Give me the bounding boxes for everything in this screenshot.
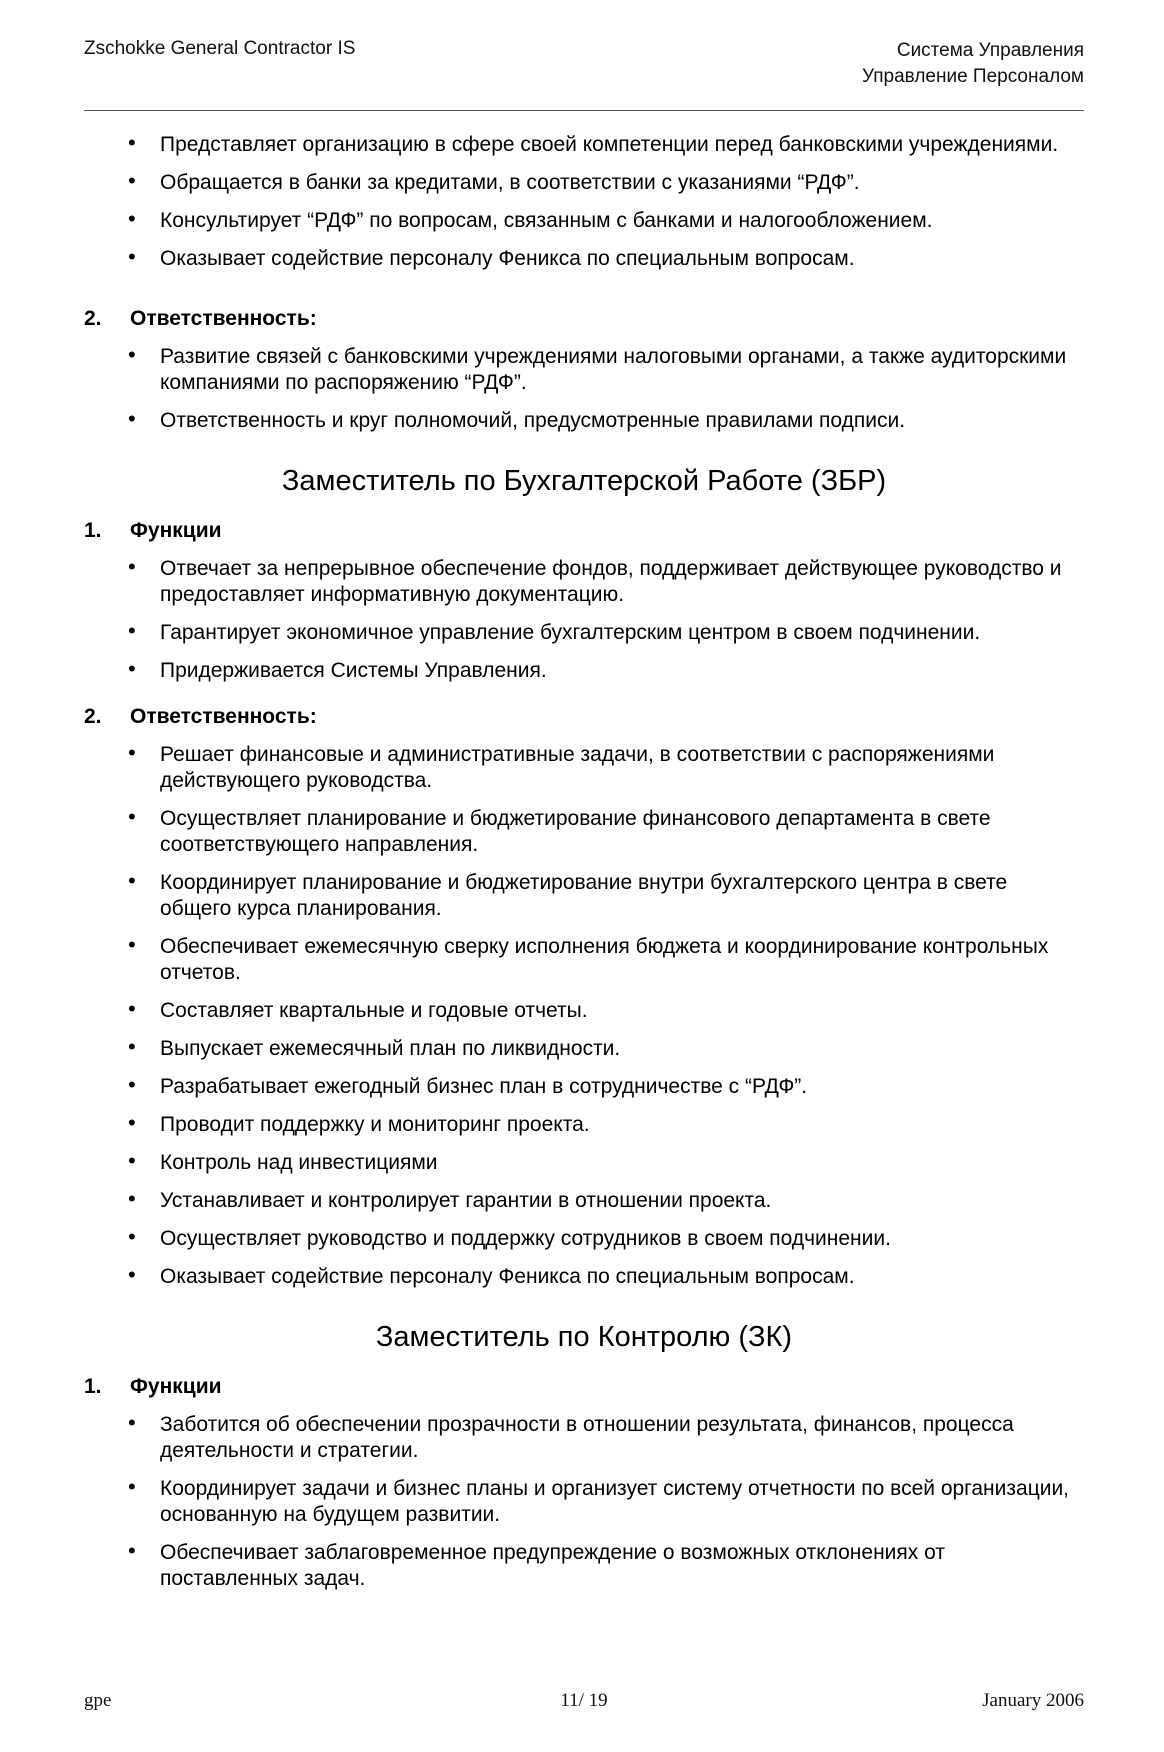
list-item: • Консультирует “РДФ” по вопросам, связанным с банками и налогообложением. (128, 206, 933, 232)
list-item: • Представляет организацию в сфере своей компетенции перед банковскими учреждениями. (128, 130, 1059, 156)
list-item: • Ответственность и круг полномочий, предусмотренные правилами подписи. (128, 406, 906, 432)
bullet-icon: • (128, 656, 136, 681)
list-item: • Развитие связей с банковскими учреждениями налоговыми органами, а также аудиторскими компаниями по распоряжению “РДФ”. (128, 342, 1067, 394)
list-item: • Выпускает ежемесячный план по ликвидности. (128, 1034, 621, 1060)
bullet-icon: • (128, 342, 136, 367)
list-item: • Обеспечивает ежемесячную сверку исполнения бюджета и координирование контрольных отчетов. (128, 932, 1049, 984)
page-number: 11/ 19 (560, 1690, 608, 1711)
bullet-icon: • (128, 1224, 136, 1249)
footer-date: January 2006 (982, 1690, 1084, 1711)
bullet-icon: • (128, 1410, 136, 1435)
document-body (84, 132, 1084, 1604)
header-divider (84, 110, 1084, 111)
list-item: • Осуществляет планирование и бюджетирование финансового департамента в свете соответствующего направления. (128, 804, 991, 856)
list-item: • Обеспечивает заблаговременное предупреждение о возможных отклонениях от поставленных задач. (128, 1538, 945, 1590)
list-item: • Проводит поддержку и мониторинг проекта. (128, 1110, 590, 1136)
bullet-icon: • (128, 804, 136, 829)
bullet-icon: • (128, 244, 136, 269)
bullet-icon: • (128, 1262, 136, 1287)
list-item: • Контроль над инвестициями (128, 1148, 438, 1174)
bullet-icon: • (128, 1110, 136, 1135)
bullet-icon: • (128, 1034, 136, 1059)
bullet-icon: • (128, 554, 136, 579)
responsibility-heading-zbr: 2. Ответственность: (84, 705, 317, 728)
company-name: Zschokke General Contractor IS (84, 38, 356, 59)
functions-bullet-list-zbr (84, 556, 1084, 684)
bullet-icon: • (128, 1186, 136, 1211)
responsibility-heading: 2. Ответственность: (84, 307, 317, 330)
header-doc-info (862, 38, 1084, 90)
list-item: • Осуществляет руководство и поддержку сотрудников в своем подчинении. (128, 1224, 891, 1250)
list-item: • Обращается в банки за кредитами, в соответствии с указаниями “РДФ”. (128, 168, 860, 194)
bullet-icon: • (128, 406, 136, 431)
section-title-zk: Заместитель по Контролю (ЗК) (375, 1321, 793, 1353)
list-item: • Оказывает содействие персоналу Феникса по специальным вопросам. (128, 1262, 855, 1288)
bullet-icon: • (128, 130, 136, 155)
list-item: • Разрабатывает ежегодный бизнес план в сотрудничестве с “РДФ”. (128, 1072, 808, 1098)
bullet-icon: • (128, 206, 136, 231)
responsibility-bullet-list (84, 344, 1084, 434)
list-item: • Придерживается Системы Управления. (128, 656, 547, 682)
bullet-icon: • (128, 1474, 136, 1499)
list-item: • Координирует планирование и бюджетирование внутри бухгалтерского центра в свете общего курса планирования. (128, 868, 1008, 920)
responsibility-bullet-list-zbr (84, 742, 1084, 1290)
section-title-zbr: Заместитель по Бухгалтерской Работе (ЗБР) (281, 465, 887, 497)
bullet-icon: • (128, 740, 136, 765)
header-system-title: Система Управления (896, 40, 1084, 61)
list-item: • Решает финансовые и административные задачи, в соответствии с распоряжениями действующего руководства. (128, 740, 995, 792)
bullet-icon: • (128, 1538, 136, 1563)
bullet-icon: • (128, 618, 136, 643)
bullet-icon: • (128, 1072, 136, 1097)
bullet-icon: • (128, 868, 136, 893)
bullet-icon: • (128, 932, 136, 957)
list-item: • Составляет квартальные и годовые отчеты. (128, 996, 588, 1022)
list-item: • Заботится об обеспечении прозрачности в отношении результата, финансов, процесса деятельности и стратегии. (128, 1410, 1014, 1462)
bullet-icon: • (128, 168, 136, 193)
functions-heading-zk: 1. Функции (84, 1375, 222, 1398)
list-item: • Оказывает содействие персоналу Феникса по специальным вопросам. (128, 244, 855, 270)
functions-heading-zbr: 1. Функции (84, 519, 222, 542)
list-item: • Координирует задачи и бизнес планы и организует систему отчетности по всей организации, основанную на будущем развитии. (128, 1474, 1070, 1526)
bullet-icon: • (128, 996, 136, 1021)
bullet-icon: • (128, 1148, 136, 1173)
list-item: • Устанавливает и контролирует гарантии в отношении проекта. (128, 1186, 772, 1212)
header-section-title: Управление Персоналом (862, 66, 1084, 87)
intro-bullet-list (84, 132, 1084, 272)
list-item: • Гарантирует экономичное управление бухгалтерским центром в своем подчинении. (128, 618, 981, 644)
footer-author: gpe (84, 1690, 112, 1711)
list-item: • Отвечает за непрерывное обеспечение фондов, поддерживает действующее руководство и предоставляет информативную документацию. (128, 554, 1062, 606)
functions-bullet-list-zk (84, 1412, 1084, 1592)
